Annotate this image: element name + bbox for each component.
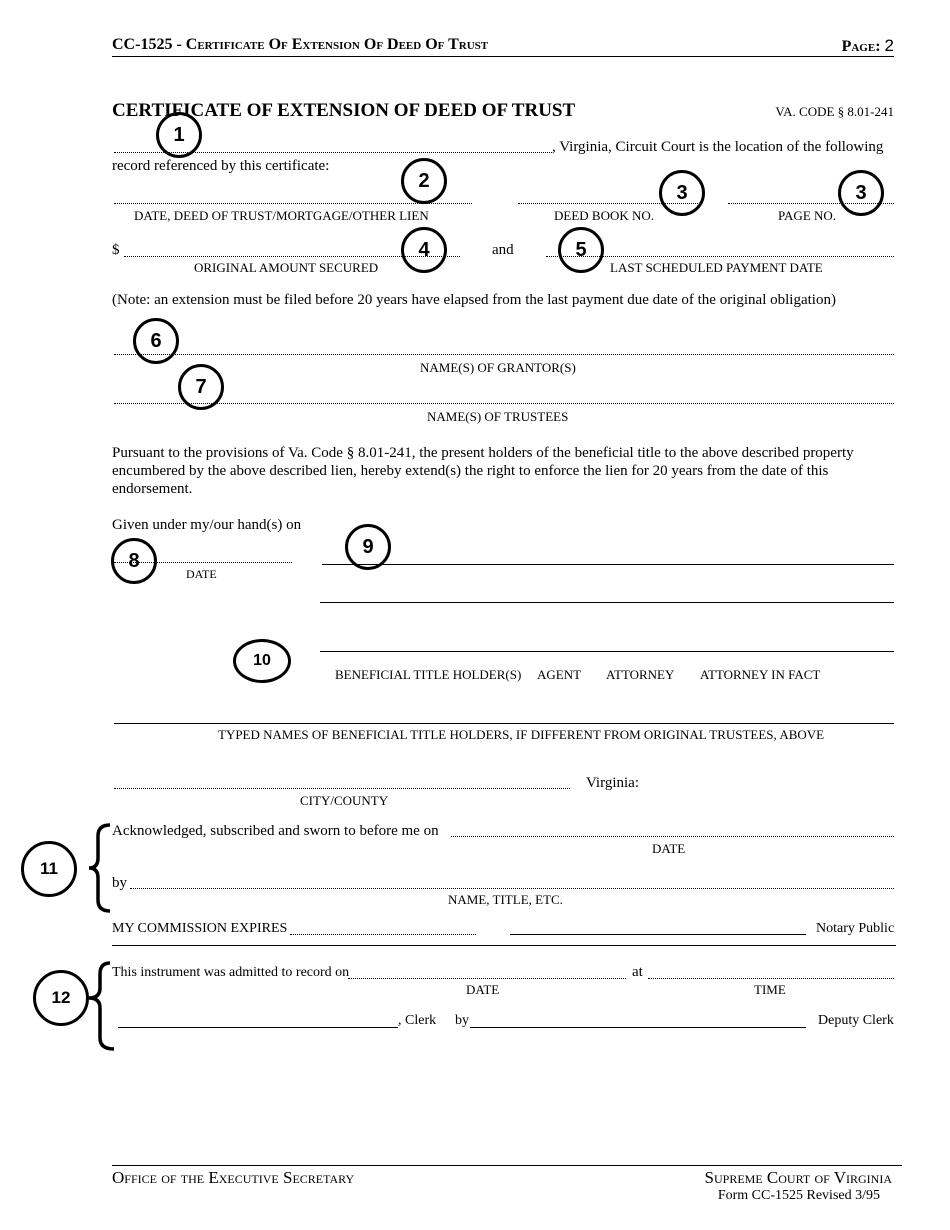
form-code-separator: - (172, 36, 186, 53)
pursuant-paragraph: Pursuant to the provisions of Va. Code § 8.01-241, the present holders of the beneficial title to the above described property encumbered by the above described lien, hereby extend(s) the right to enforce the lien for 20 years from the date of this endorsement. (112, 445, 854, 497)
footer-office: Office of the Executive Secretary (112, 1168, 355, 1187)
brace-11 (86, 822, 116, 914)
label-trustees: NAME(S) OF TRUSTEES (427, 409, 569, 424)
admitted-text: This instrument was admitted to record on (112, 965, 350, 980)
typed-names-line[interactable] (114, 723, 894, 724)
commission-text: MY COMMISSION EXPIRES (112, 921, 288, 936)
ack-date-field[interactable] (451, 836, 894, 837)
label-given-date: DATE (186, 567, 217, 581)
grantors-field[interactable] (114, 354, 894, 355)
callout-9: 9 (345, 524, 391, 570)
page-indicator: Page: 2 (841, 36, 894, 55)
label-date-deed: DATE, DEED OF TRUST/MORTGAGE/OTHER LIEN (134, 208, 429, 223)
clerk-signature-line[interactable] (118, 1027, 398, 1028)
callout-7: 7 (178, 364, 224, 410)
deputy-signature-line[interactable] (470, 1027, 806, 1028)
location-text: , Virginia, Circuit Court is the location of the following (552, 139, 884, 155)
record-date-field[interactable] (348, 978, 626, 979)
callout-3a: 3 (659, 170, 705, 216)
page-label: Page (841, 38, 876, 55)
callout-3b: 3 (838, 170, 884, 216)
label-ack-date: DATE (652, 841, 686, 856)
form-header-title: Certificate Of Extension Of Deed Of Trust (185, 36, 489, 53)
label-original-amount: ORIGINAL AMOUNT SECURED (194, 260, 379, 275)
label-typed-names: TYPED NAMES OF BENEFICIAL TITLE HOLDERS, IF DIFFERENT FROM ORIGINAL TRUSTEES, ABOVE (218, 727, 825, 742)
record-time-field[interactable] (648, 978, 894, 979)
commission-date-field[interactable] (290, 934, 476, 935)
deputy-clerk-text: Deputy Clerk (818, 1013, 894, 1028)
callout-12: 12 (33, 970, 89, 1026)
by-text: by (112, 875, 127, 891)
footer-court: Supreme Court of Virginia (704, 1168, 892, 1187)
label-time: TIME (754, 982, 786, 997)
role-beneficial-holder: BENEFICIAL TITLE HOLDER(S) (335, 667, 522, 682)
form-title: CERTIFICATE OF EXTENSION OF DEED OF TRUST (112, 100, 576, 121)
label-page-no: PAGE NO. (778, 208, 837, 223)
clerk-by-text: by (455, 1013, 469, 1028)
signature-line-2[interactable] (320, 602, 894, 603)
callout-10: 10 (233, 639, 291, 683)
callout-6: 6 (133, 318, 179, 364)
note-text: (Note: an extension must be filed before 20 years have elapsed from the last payment due date of the original obligation) (112, 292, 836, 308)
brace-12 (86, 960, 122, 1052)
label-record-date: DATE (466, 982, 500, 997)
by-name-field[interactable] (130, 888, 894, 889)
notary-public-text: Notary Public (816, 921, 895, 936)
footer-form-revision: Form CC-1525 Revised 3/95 (717, 1188, 880, 1203)
given-text: Given under my/our hand(s) on (112, 517, 302, 533)
clerk-text: , Clerk (398, 1013, 437, 1028)
role-attorney: ATTORNEY (606, 667, 675, 682)
and-text: and (492, 242, 514, 258)
callout-2: 2 (401, 158, 447, 204)
signature-line-1[interactable] (322, 564, 894, 565)
role-agent: AGENT (537, 667, 582, 682)
callout-5: 5 (558, 227, 604, 273)
virginia-text: Virginia: (586, 775, 639, 791)
callout-11: 11 (21, 841, 77, 897)
header-rule (112, 56, 894, 57)
section-divider (112, 945, 896, 946)
page-number: 2 (884, 36, 894, 55)
callout-4: 4 (401, 227, 447, 273)
form-code: CC-1525 (112, 36, 173, 53)
role-attorney-in-fact: ATTORNEY IN FACT (700, 667, 821, 682)
label-deed-book: DEED BOOK NO. (554, 208, 655, 223)
location-text-2: record referenced by this certificate: (112, 158, 330, 174)
form-code-title (112, 36, 488, 54)
footer-rule (112, 1165, 902, 1166)
label-city-county: CITY/COUNTY (300, 793, 389, 808)
notary-signature-line[interactable] (510, 934, 806, 935)
trustees-field[interactable] (114, 403, 894, 404)
label-last-payment: LAST SCHEDULED PAYMENT DATE (610, 260, 823, 275)
callout-8: 8 (111, 538, 157, 584)
city-county-field[interactable] (114, 788, 570, 789)
callout-1: 1 (156, 112, 202, 158)
code-reference: VA. CODE § 8.01-241 (775, 104, 894, 119)
label-name-title: NAME, TITLE, ETC. (448, 892, 563, 907)
dollar-sign: $ (112, 242, 120, 258)
acknowledged-text: Acknowledged, subscribed and sworn to before me on (112, 823, 439, 839)
label-grantors: NAME(S) OF GRANTOR(S) (420, 360, 576, 375)
at-text: at (632, 964, 643, 980)
signature-line-3[interactable] (320, 651, 894, 652)
